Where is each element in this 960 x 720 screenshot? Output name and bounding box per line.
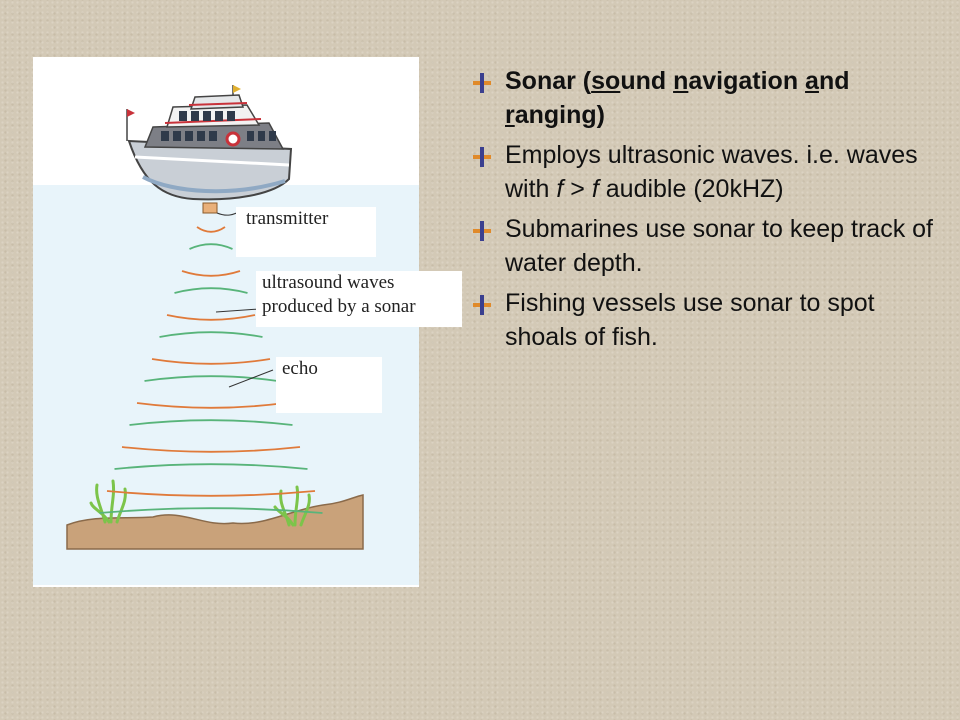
- bullet-text-segment: n: [673, 67, 689, 95]
- bullet-text-segment: a: [805, 67, 819, 95]
- bullet-text-segment: Employs ultrasonic waves. i.e. waves with: [505, 141, 918, 203]
- bullet-text-segment: und: [620, 67, 674, 95]
- ultrasound-label-line2: produced by a sonar: [262, 296, 416, 317]
- sonar-figure: [33, 57, 419, 587]
- transmitter-box: [203, 203, 217, 213]
- bullet-item: [470, 64, 940, 132]
- bullet-text-segment: Submarines use sonar to keep track of water depth.: [505, 215, 934, 277]
- bullet-item: [470, 138, 940, 206]
- bullet-text-segment: f: [591, 175, 599, 203]
- tack-bullet-icon: [471, 220, 493, 242]
- bullet-text-segment: Fishing vessels use sonar to spot shoals of fish.: [505, 289, 875, 351]
- ultrasound-label-line1: ultrasound waves: [262, 272, 395, 293]
- bullet-text-segment: r: [505, 101, 515, 129]
- tack-bullet-icon: [471, 72, 493, 94]
- tack-bullet-icon: [471, 146, 493, 168]
- transmitter-label-text: transmitter: [246, 208, 329, 229]
- bullet-text-segment: Sonar (: [505, 67, 592, 95]
- bullet-text-segment: so: [591, 67, 621, 95]
- bullet-text-segment: f: [556, 175, 564, 203]
- transmitter-label: [236, 207, 376, 257]
- bullet-text-segment: audible (20kHZ): [598, 175, 784, 203]
- bullet-text-segment: nd: [818, 67, 850, 95]
- bullet-text-segment: avigation: [688, 67, 806, 95]
- flag-left: [127, 109, 135, 117]
- bullet-text-segment: anging): [514, 101, 605, 129]
- bullet-text-segment: >: [563, 175, 592, 203]
- tack-bullet-icon: [471, 294, 493, 316]
- echo-label: [276, 357, 382, 413]
- bullet-item: [470, 286, 940, 354]
- flag-right: [233, 85, 241, 93]
- bullet-list: [470, 64, 940, 360]
- life-ring: [227, 133, 239, 145]
- ultrasound-waves-label: [256, 271, 462, 327]
- bullet-item: [470, 212, 940, 280]
- echo-label-text: echo: [282, 358, 318, 379]
- ship: [127, 85, 291, 199]
